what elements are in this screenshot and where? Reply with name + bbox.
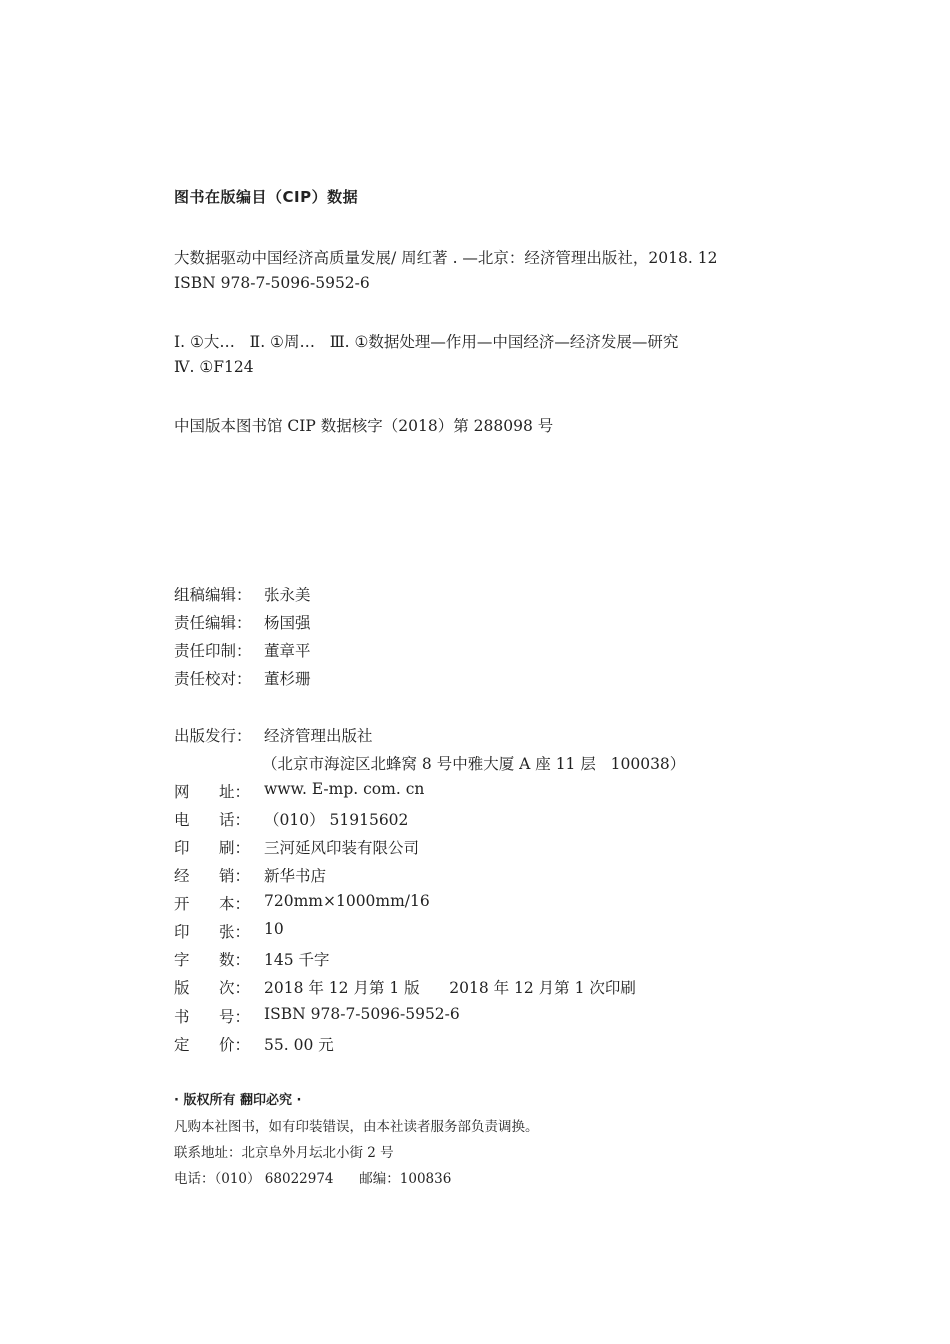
detail-label: 经 销：	[174, 867, 251, 885]
cip-title: 图书在版编目（CIP）数据	[174, 188, 359, 206]
detail-label: 开 本：	[174, 895, 251, 913]
detail-value: 10	[264, 920, 284, 938]
detail-label: 书 号：	[174, 1008, 251, 1026]
editor-row	[174, 639, 311, 661]
editor-value: 张永美	[264, 586, 311, 604]
publisher-row	[174, 724, 373, 746]
editor-label: 组稿编辑：	[174, 586, 252, 604]
detail-value: 145 千字	[264, 951, 330, 969]
publisher-value: 经济管理出版社	[264, 727, 373, 745]
editor-row	[174, 611, 311, 633]
detail-value: ISBN 978-7-5096-5952-6	[264, 1005, 460, 1023]
copyright-notice: 凡购本社图书，如有印装错误，由本社读者服务部负责调换。	[174, 1119, 539, 1135]
cip-line-classification: Ⅰ. ①大… Ⅱ. ①周… Ⅲ. ①数据处理—作用—中国经济—经济发展—研究	[174, 333, 679, 351]
detail-label: 印 张：	[174, 923, 251, 941]
copyright-title: · 版权所有 翻印必究 ·	[174, 1093, 302, 1108]
editor-label: 责任校对：	[174, 670, 252, 688]
detail-label: 电 话：	[174, 811, 251, 829]
detail-label: 印 刷：	[174, 839, 251, 857]
detail-row	[174, 1033, 334, 1055]
detail-row	[174, 780, 424, 802]
editor-value: 董杉珊	[264, 670, 311, 688]
detail-label: 字 数：	[174, 951, 251, 969]
detail-row	[174, 948, 330, 970]
detail-row	[174, 976, 636, 998]
publisher-address: （北京市海淀区北蜂窝 8 号中雅大厦 A 座 11 层 100038）	[262, 755, 686, 773]
publisher-label: 出版发行：	[174, 727, 252, 745]
detail-row	[174, 892, 430, 914]
contact-address: 联系地址：北京阜外月坛北小街 2 号	[174, 1145, 394, 1161]
editor-label: 责任编辑：	[174, 614, 252, 632]
detail-value: 55. 00 元	[264, 1036, 334, 1054]
editor-value: 杨国强	[264, 614, 311, 632]
contact-phone: 电话：（010） 68022974 邮编：100836	[174, 1171, 452, 1187]
detail-label: 版 次：	[174, 979, 251, 997]
detail-row	[174, 864, 326, 886]
detail-row	[174, 836, 419, 858]
editor-value: 董章平	[264, 642, 311, 660]
cip-line-title: 大数据驱动中国经济高质量发展/ 周红著 . —北京：经济管理出版社，2018. 12	[174, 249, 718, 267]
editor-label: 责任印制：	[174, 642, 252, 660]
detail-value: 720mm×1000mm/16	[264, 892, 430, 910]
detail-value: （010） 51915602	[264, 811, 409, 829]
detail-value: 三河延风印装有限公司	[264, 839, 420, 857]
editor-row	[174, 583, 311, 605]
cip-line-record-number: 中国版本图书馆 CIP 数据核字（2018）第 288098 号	[174, 417, 554, 435]
detail-value: 2018 年 12 月第 1 版 2018 年 12 月第 1 次印刷	[264, 979, 636, 997]
detail-value: 新华书店	[264, 867, 327, 885]
editor-row	[174, 667, 311, 689]
cip-line-isbn: ISBN 978-7-5096-5952-6	[174, 274, 370, 292]
detail-row	[174, 808, 408, 830]
detail-label: 定 价：	[174, 1036, 251, 1054]
detail-row	[174, 1005, 460, 1027]
detail-label: 网 址：	[174, 783, 251, 801]
detail-row	[174, 920, 284, 942]
cip-line-classification-2: Ⅳ. ①F124	[174, 358, 254, 376]
detail-value: www. E-mp. com. cn	[264, 780, 425, 798]
